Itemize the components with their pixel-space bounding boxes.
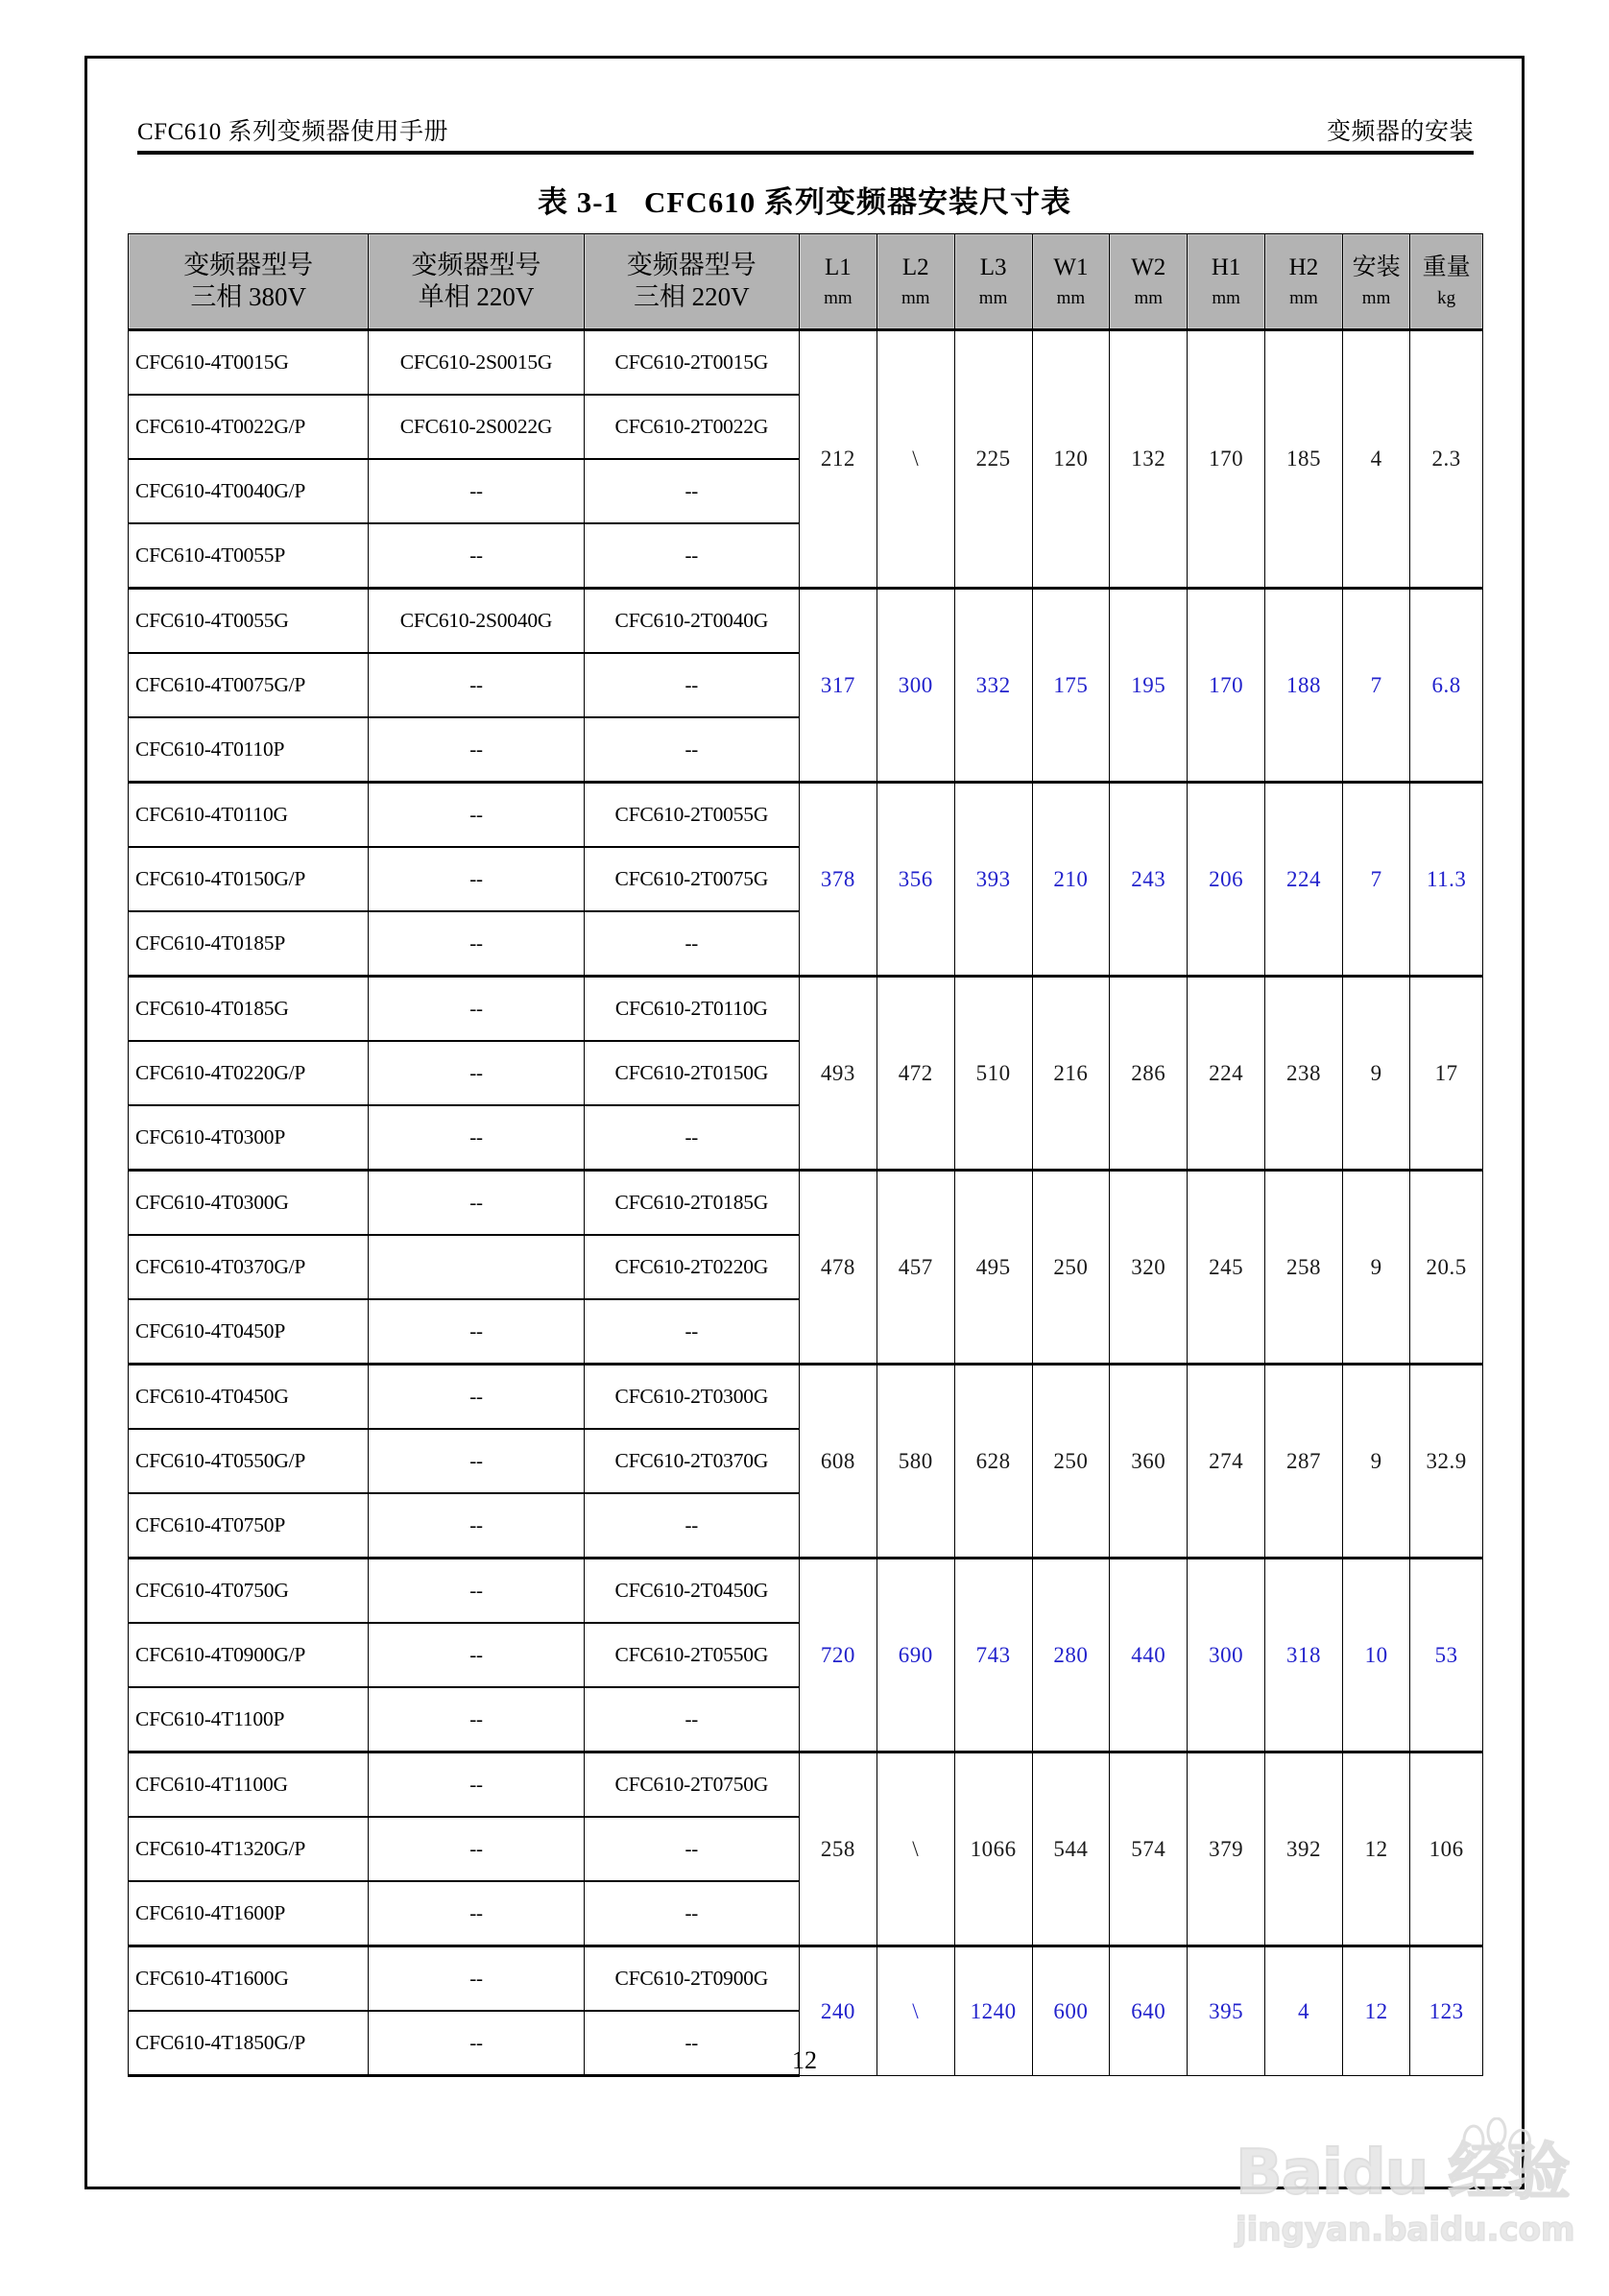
running-header: [137, 112, 1474, 147]
cell-model-single-220: --: [369, 847, 584, 911]
cell-model-single-220: --: [369, 1881, 584, 1946]
cell-l2: 580: [877, 1365, 954, 1559]
cell-model-single-220: --: [369, 717, 584, 783]
cell-install: 12: [1342, 1752, 1409, 1946]
cell-model-single-220: --: [369, 977, 584, 1042]
cell-model-single-220: --: [369, 653, 584, 717]
cell-model-single-220: --: [369, 1299, 584, 1365]
cell-l2: 356: [877, 783, 954, 977]
col-header-w2: W2 mm: [1110, 234, 1188, 330]
cell-model-380: CFC610-4T0550G/P: [129, 1429, 369, 1493]
cell-l3: 495: [954, 1171, 1032, 1365]
cell-w1: 250: [1032, 1171, 1110, 1365]
cell-model-380: CFC610-4T0022G/P: [129, 395, 369, 459]
cell-model-380: CFC610-4T0075G/P: [129, 653, 369, 717]
col-header-l2: L2 mm: [877, 234, 954, 330]
table-row: [129, 977, 1483, 1042]
table-row: [129, 1946, 1483, 2012]
cell-model-single-220: --: [369, 523, 584, 589]
cell-model-three-220: CFC610-2T0150G: [584, 1041, 799, 1105]
cell-model-three-220: CFC610-2T0220G: [584, 1235, 799, 1299]
col-header-model-3p220: 变频器型号 三相 220V: [584, 234, 799, 330]
cell-model-380: CFC610-4T1600G: [129, 1946, 369, 2012]
cell-w1: 544: [1032, 1752, 1110, 1946]
cell-model-three-220: CFC610-2T0040G: [584, 589, 799, 654]
cell-model-three-220: --: [584, 653, 799, 717]
cell-model-three-220: CFC610-2T0450G: [584, 1559, 799, 1624]
cell-model-380: CFC610-4T0040G/P: [129, 459, 369, 523]
cell-w2: 195: [1110, 589, 1188, 783]
page-content: [87, 59, 1575, 2249]
cell-h2: 188: [1265, 589, 1343, 783]
cell-h2: 318: [1265, 1559, 1343, 1752]
cell-model-single-220: --: [369, 2011, 584, 2076]
table-header-row: [129, 234, 1483, 330]
watermark-main-text: Baidu 经验: [1236, 2138, 1570, 2209]
cell-model-single-220: --: [369, 1752, 584, 1818]
cell-h1: 224: [1188, 977, 1265, 1171]
cell-l1: 317: [799, 589, 877, 783]
cell-l2: \: [877, 1946, 954, 2076]
cell-l3: 510: [954, 977, 1032, 1171]
cell-l1: 240: [799, 1946, 877, 2076]
cell-w1: 600: [1032, 1946, 1110, 2076]
cell-model-three-220: --: [584, 1105, 799, 1171]
cell-model-single-220: --: [369, 1946, 584, 2012]
cell-l2: \: [877, 330, 954, 589]
cell-h1: 379: [1188, 1752, 1265, 1946]
cell-model-single-220: --: [369, 1623, 584, 1687]
table-body: [129, 330, 1483, 2076]
cell-l3: 332: [954, 589, 1032, 783]
cell-install: 10: [1342, 1559, 1409, 1752]
cell-model-three-220: CFC610-2T0015G: [584, 330, 799, 396]
cell-model-three-220: --: [584, 911, 799, 977]
page-frame: [84, 56, 1575, 2249]
cell-model-three-220: CFC610-2T0370G: [584, 1429, 799, 1493]
cell-model-three-220: --: [584, 459, 799, 523]
cell-model-three-220: CFC610-2T0110G: [584, 977, 799, 1042]
col-header-model-1p220: 变频器型号 单相 220V: [369, 234, 584, 330]
cell-h1: 300: [1188, 1559, 1265, 1752]
cell-model-three-220: --: [584, 1817, 799, 1881]
cell-model-single-220: --: [369, 1493, 584, 1559]
cell-model-380: CFC610-4T0450P: [129, 1299, 369, 1365]
cell-weight: 2.3: [1410, 330, 1483, 589]
cell-w1: 210: [1032, 783, 1110, 977]
cell-l1: 493: [799, 977, 877, 1171]
cell-model-single-220: --: [369, 1105, 584, 1171]
cell-l2: 472: [877, 977, 954, 1171]
cell-w1: 250: [1032, 1365, 1110, 1559]
cell-model-three-220: CFC610-2T0900G: [584, 1946, 799, 2012]
cell-model-three-220: --: [584, 1687, 799, 1752]
cell-model-380: CFC610-4T0370G/P: [129, 1235, 369, 1299]
cell-model-380: CFC610-4T1600P: [129, 1881, 369, 1946]
cell-l2: 457: [877, 1171, 954, 1365]
cell-model-380: CFC610-4T0185P: [129, 911, 369, 977]
col-header-l3: L3 mm: [954, 234, 1032, 330]
cell-model-single-220: --: [369, 1559, 584, 1624]
cell-model-single-220: CFC610-2S0040G: [369, 589, 584, 654]
cell-w2: 132: [1110, 330, 1188, 589]
cell-l1: 720: [799, 1559, 877, 1752]
cell-model-380: CFC610-4T0900G/P: [129, 1623, 369, 1687]
cell-model-380: CFC610-4T0055G: [129, 589, 369, 654]
cell-model-single-220: --: [369, 1171, 584, 1236]
cell-h1: 245: [1188, 1171, 1265, 1365]
cell-model-three-220: CFC610-2T0750G: [584, 1752, 799, 1818]
cell-install: 9: [1342, 1365, 1409, 1559]
header-rule: [137, 151, 1474, 155]
table-row: [129, 1752, 1483, 1818]
cell-h2: 238: [1265, 977, 1343, 1171]
cell-l1: 378: [799, 783, 877, 977]
cell-weight: 11.3: [1410, 783, 1483, 977]
cell-h2: 4: [1265, 1946, 1343, 2076]
cell-model-380: CFC610-4T1100G: [129, 1752, 369, 1818]
cell-install: 4: [1342, 330, 1409, 589]
cell-install: 7: [1342, 783, 1409, 977]
cell-model-single-220: --: [369, 1041, 584, 1105]
page-number: 12: [792, 2046, 817, 2074]
cell-model-single-220: --: [369, 1429, 584, 1493]
cell-model-single-220: --: [369, 1365, 584, 1430]
cell-h2: 287: [1265, 1365, 1343, 1559]
cell-model-three-220: --: [584, 1299, 799, 1365]
col-header-l1: L1 mm: [799, 234, 877, 330]
cell-model-380: CFC610-4T1320G/P: [129, 1817, 369, 1881]
cell-model-single-220: --: [369, 1687, 584, 1752]
table-row: [129, 1171, 1483, 1236]
cell-model-three-220: CFC610-2T0300G: [584, 1365, 799, 1430]
table-row: [129, 589, 1483, 654]
cell-w1: 280: [1032, 1559, 1110, 1752]
cell-w2: 243: [1110, 783, 1188, 977]
installation-dimensions-table: [128, 233, 1483, 2077]
table-caption-title: CFC610 系列变频器安装尺寸表: [644, 185, 1072, 219]
cell-model-three-220: --: [584, 523, 799, 589]
cell-weight: 123: [1410, 1946, 1483, 2076]
cell-l3: 743: [954, 1559, 1032, 1752]
cell-h2: 224: [1265, 783, 1343, 977]
cell-model-three-220: --: [584, 1493, 799, 1559]
cell-model-380: CFC610-4T0750P: [129, 1493, 369, 1559]
cell-h1: 170: [1188, 330, 1265, 589]
cell-model-three-220: CFC610-2T0055G: [584, 783, 799, 848]
running-header-left: CFC610 系列变频器使用手册: [137, 119, 449, 145]
col-header-model-380: 变频器型号 三相 380V: [129, 234, 369, 330]
cell-model-single-220: CFC610-2S0015G: [369, 330, 584, 396]
cell-l1: 608: [799, 1365, 877, 1559]
cell-install: 7: [1342, 589, 1409, 783]
table-row: [129, 1365, 1483, 1430]
col-header-weight: 重量 kg: [1410, 234, 1483, 330]
cell-w1: 216: [1032, 977, 1110, 1171]
cell-model-380: CFC610-4T0220G/P: [129, 1041, 369, 1105]
cell-weight: 53: [1410, 1559, 1483, 1752]
cell-model-380: CFC610-4T0300P: [129, 1105, 369, 1171]
cell-model-three-220: CFC610-2T0185G: [584, 1171, 799, 1236]
cell-install: 12: [1342, 1946, 1409, 2076]
cell-install: 9: [1342, 1171, 1409, 1365]
cell-weight: 20.5: [1410, 1171, 1483, 1365]
table-caption: [87, 178, 1522, 221]
cell-l2: 690: [877, 1559, 954, 1752]
cell-weight: 17: [1410, 977, 1483, 1171]
running-header-right: 变频器的安装: [1326, 119, 1474, 145]
cell-model-380: CFC610-4T0750G: [129, 1559, 369, 1624]
cell-model-380: CFC610-4T0055P: [129, 523, 369, 589]
cell-model-single-220: CFC610-2S0022G: [369, 395, 584, 459]
watermark-sub-text: jingyan.baidu.com: [1236, 2211, 1575, 2249]
cell-model-single-220: --: [369, 783, 584, 848]
baidu-jingyan-watermark: [1236, 2138, 1609, 2296]
cell-model-three-220: --: [584, 2011, 799, 2076]
cell-l1: 212: [799, 330, 877, 589]
cell-model-single-220: [369, 1235, 584, 1299]
cell-model-380: CFC610-4T1850G/P: [129, 2011, 369, 2076]
cell-w1: 175: [1032, 589, 1110, 783]
col-header-h1: H1 mm: [1188, 234, 1265, 330]
cell-w2: 574: [1110, 1752, 1188, 1946]
cell-w2: 640: [1110, 1946, 1188, 2076]
cell-l1: 478: [799, 1171, 877, 1365]
cell-l2: \: [877, 1752, 954, 1946]
table-row: [129, 783, 1483, 848]
cell-w2: 286: [1110, 977, 1188, 1171]
cell-model-three-220: CFC610-2T0550G: [584, 1623, 799, 1687]
cell-h1: 206: [1188, 783, 1265, 977]
cell-w2: 440: [1110, 1559, 1188, 1752]
cell-h1: 274: [1188, 1365, 1265, 1559]
cell-l3: 225: [954, 330, 1032, 589]
cell-model-380: CFC610-4T0300G: [129, 1171, 369, 1236]
cell-model-three-220: CFC610-2T0022G: [584, 395, 799, 459]
cell-weight: 32.9: [1410, 1365, 1483, 1559]
table-head: [129, 234, 1483, 330]
cell-model-single-220: --: [369, 459, 584, 523]
cell-h2: 258: [1265, 1171, 1343, 1365]
cell-model-three-220: --: [584, 1881, 799, 1946]
cell-w2: 360: [1110, 1365, 1188, 1559]
cell-w1: 120: [1032, 330, 1110, 589]
table-caption-number: 表 3-1: [537, 185, 620, 219]
table-row: [129, 1559, 1483, 1624]
cell-l3: 628: [954, 1365, 1032, 1559]
baidu-paw-icon: [1454, 2117, 1547, 2198]
table-row: [129, 330, 1483, 396]
cell-h2: 392: [1265, 1752, 1343, 1946]
cell-h1: 395: [1188, 1946, 1265, 2076]
cell-h1: 170: [1188, 589, 1265, 783]
cell-model-single-220: --: [369, 1817, 584, 1881]
cell-h2: 185: [1265, 330, 1343, 589]
cell-weight: 6.8: [1410, 589, 1483, 783]
cell-l2: 300: [877, 589, 954, 783]
cell-install: 9: [1342, 977, 1409, 1171]
cell-l3: 393: [954, 783, 1032, 977]
cell-model-three-220: CFC610-2T0075G: [584, 847, 799, 911]
cell-weight: 106: [1410, 1752, 1483, 1946]
col-header-w1: W1 mm: [1032, 234, 1110, 330]
cell-model-single-220: --: [369, 911, 584, 977]
cell-model-380: CFC610-4T1100P: [129, 1687, 369, 1752]
cell-model-380: CFC610-4T0185G: [129, 977, 369, 1042]
cell-model-380: CFC610-4T0015G: [129, 330, 369, 396]
cell-model-three-220: --: [584, 717, 799, 783]
cell-model-380: CFC610-4T0110G: [129, 783, 369, 848]
cell-model-380: CFC610-4T0150G/P: [129, 847, 369, 911]
cell-l3: 1066: [954, 1752, 1032, 1946]
cell-model-380: CFC610-4T0110P: [129, 717, 369, 783]
col-header-h2: H2 mm: [1265, 234, 1343, 330]
cell-w2: 320: [1110, 1171, 1188, 1365]
cell-l3: 1240: [954, 1946, 1032, 2076]
cell-l1: 258: [799, 1752, 877, 1946]
cell-model-380: CFC610-4T0450G: [129, 1365, 369, 1430]
col-header-install: 安装 mm: [1342, 234, 1409, 330]
